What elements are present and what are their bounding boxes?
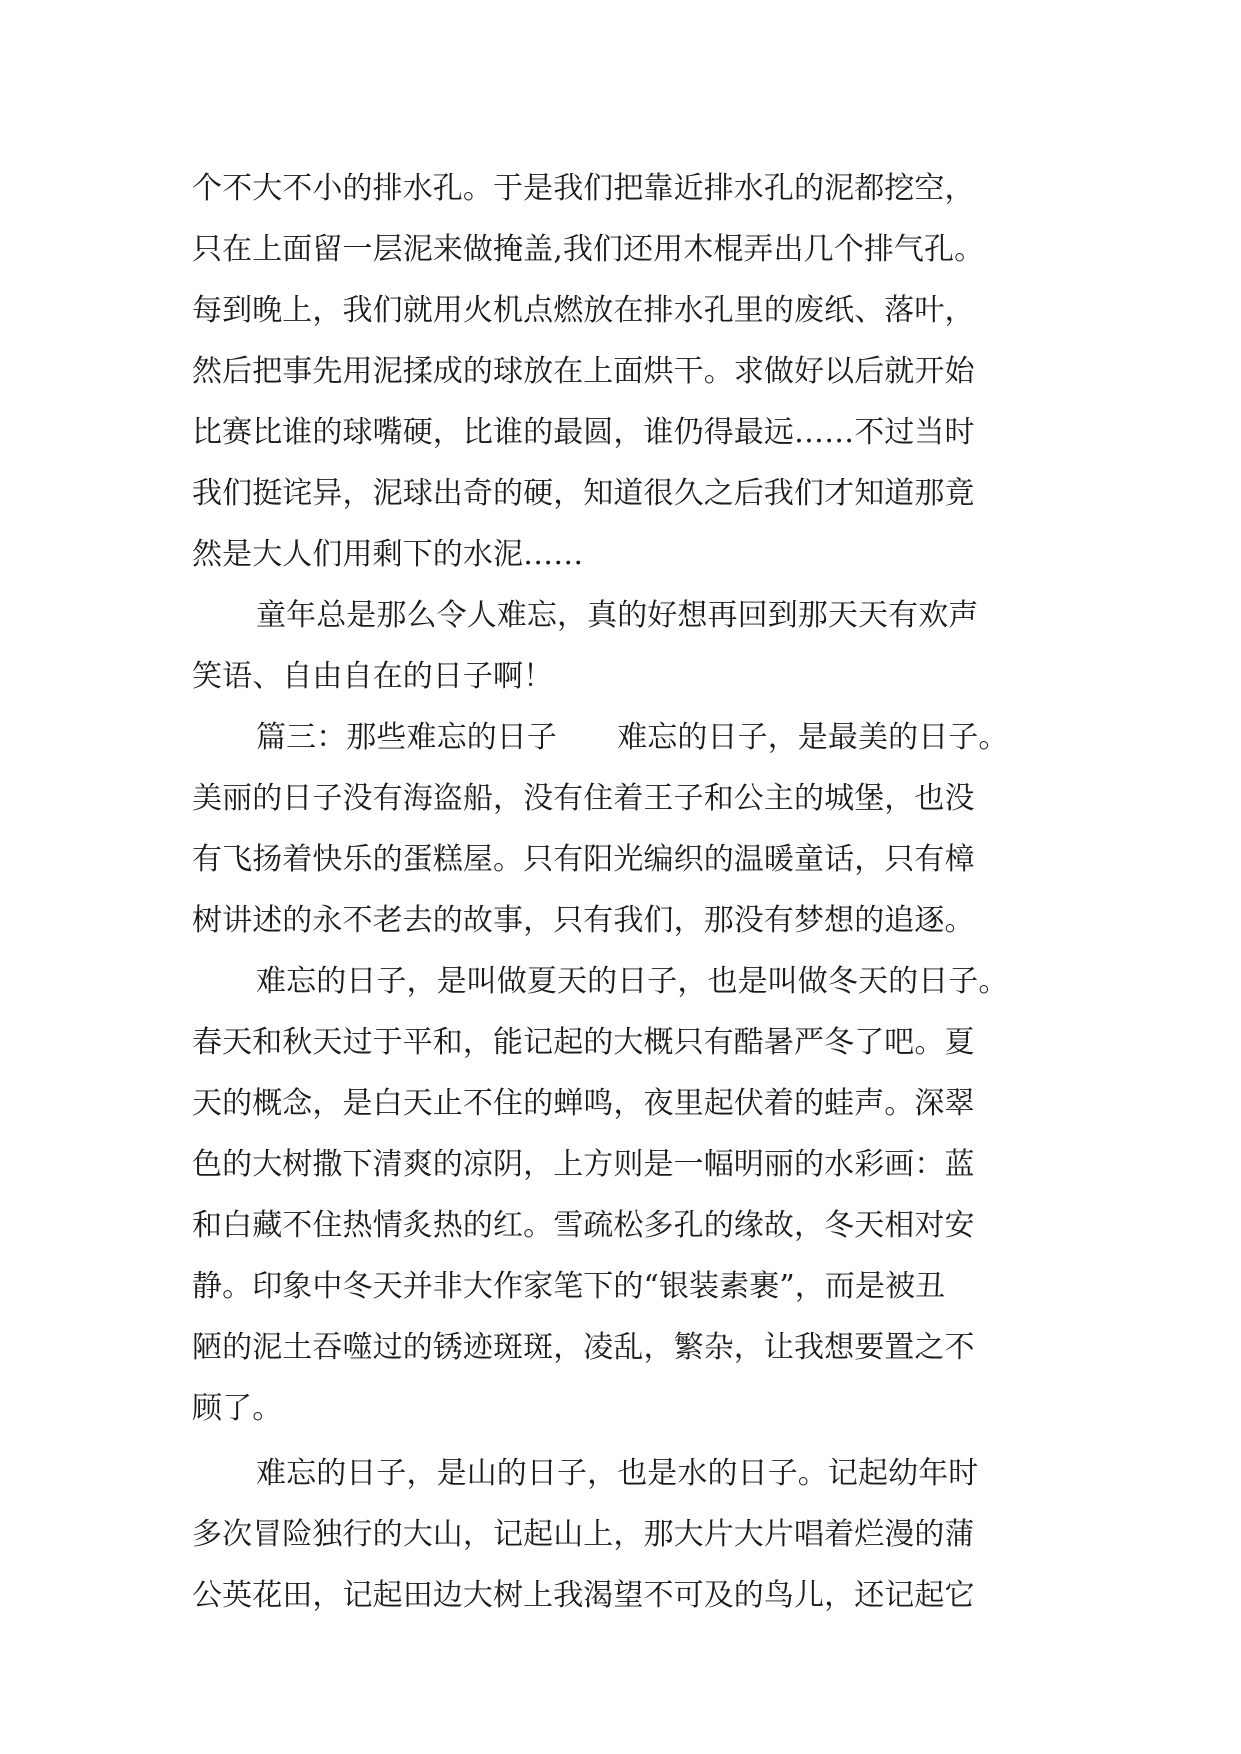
paragraph-start-line: 难忘的日子，是山的日子，也是水的日子。记起幼年时 [256, 1456, 979, 1491]
text-line: 比赛比谁的球嘴硬，比谁的最圆，谁仍得最远……不过当时 [192, 415, 975, 450]
text-line: 我们挺诧异，泥球出奇的硬，知道很久之后我们才知道那竟 [192, 476, 975, 511]
text-line: 个不大不小的排水孔。于是我们把靠近排水孔的泥都挖空， [192, 171, 975, 206]
text-line: 多次冒险独行的大山，记起山上，那大片大片唱着烂漫的蒲 [192, 1517, 975, 1552]
text-line: 美丽的日子没有海盗船，没有住着王子和公主的城堡，也没 [192, 781, 975, 816]
section-heading-line: 篇三：那些难忘的日子 难忘的日子，是最美的日子。 [256, 720, 1009, 755]
text-line: 只在上面留一层泥来做掩盖,我们还用木棍弄出几个排气孔。 [192, 232, 985, 267]
text-line: 顾了。 [192, 1391, 283, 1426]
paragraph-start-line: 难忘的日子，是叫做夏天的日子，也是叫做冬天的日子。 [256, 964, 1009, 999]
text-line: 公英花田，记起田边大树上我渴望不可及的鸟儿，还记起它 [192, 1578, 975, 1613]
text-line: 有飞扬着快乐的蛋糕屋。只有阳光编织的温暖童话，只有樟 [192, 842, 975, 877]
text-line: 每到晚上，我们就用火机点燃放在排水孔里的废纸、落叶， [192, 293, 975, 328]
text-line: 然是大人们用剩下的水泥…… [192, 537, 584, 572]
text-line: 天的概念，是白天止不住的蝉鸣，夜里起伏着的蛙声。深翠 [192, 1086, 975, 1121]
text-line: 和白藏不住热情炙热的红。雪疏松多孔的缘故，冬天相对安 [192, 1208, 975, 1243]
text-line: 色的大树撒下清爽的凉阴，上方则是一幅明丽的水彩画：蓝 [192, 1147, 975, 1182]
text-line: 然后把事先用泥揉成的球放在上面烘干。求做好以后就开始 [192, 354, 975, 389]
paragraph-start-line: 童年总是那么令人难忘，真的好想再回到那天天有欢声 [256, 598, 979, 633]
text-line: 树讲述的永不老去的故事，只有我们，那没有梦想的追逐。 [192, 903, 975, 938]
text-line: 春天和秋天过于平和，能记起的大概只有酷暑严冬了吧。夏 [192, 1025, 975, 1060]
document-body [192, 158, 1092, 1626]
text-line: 笑语、自由自在的日子啊！ [192, 659, 554, 694]
text-line: 陋的泥土吞噬过的锈迹斑斑，凌乱，繁杂，让我想要置之不 [192, 1330, 975, 1365]
text-line: 静。印象中冬天并非大作家笔下的“银装素裹”，而是被丑 [192, 1269, 946, 1304]
